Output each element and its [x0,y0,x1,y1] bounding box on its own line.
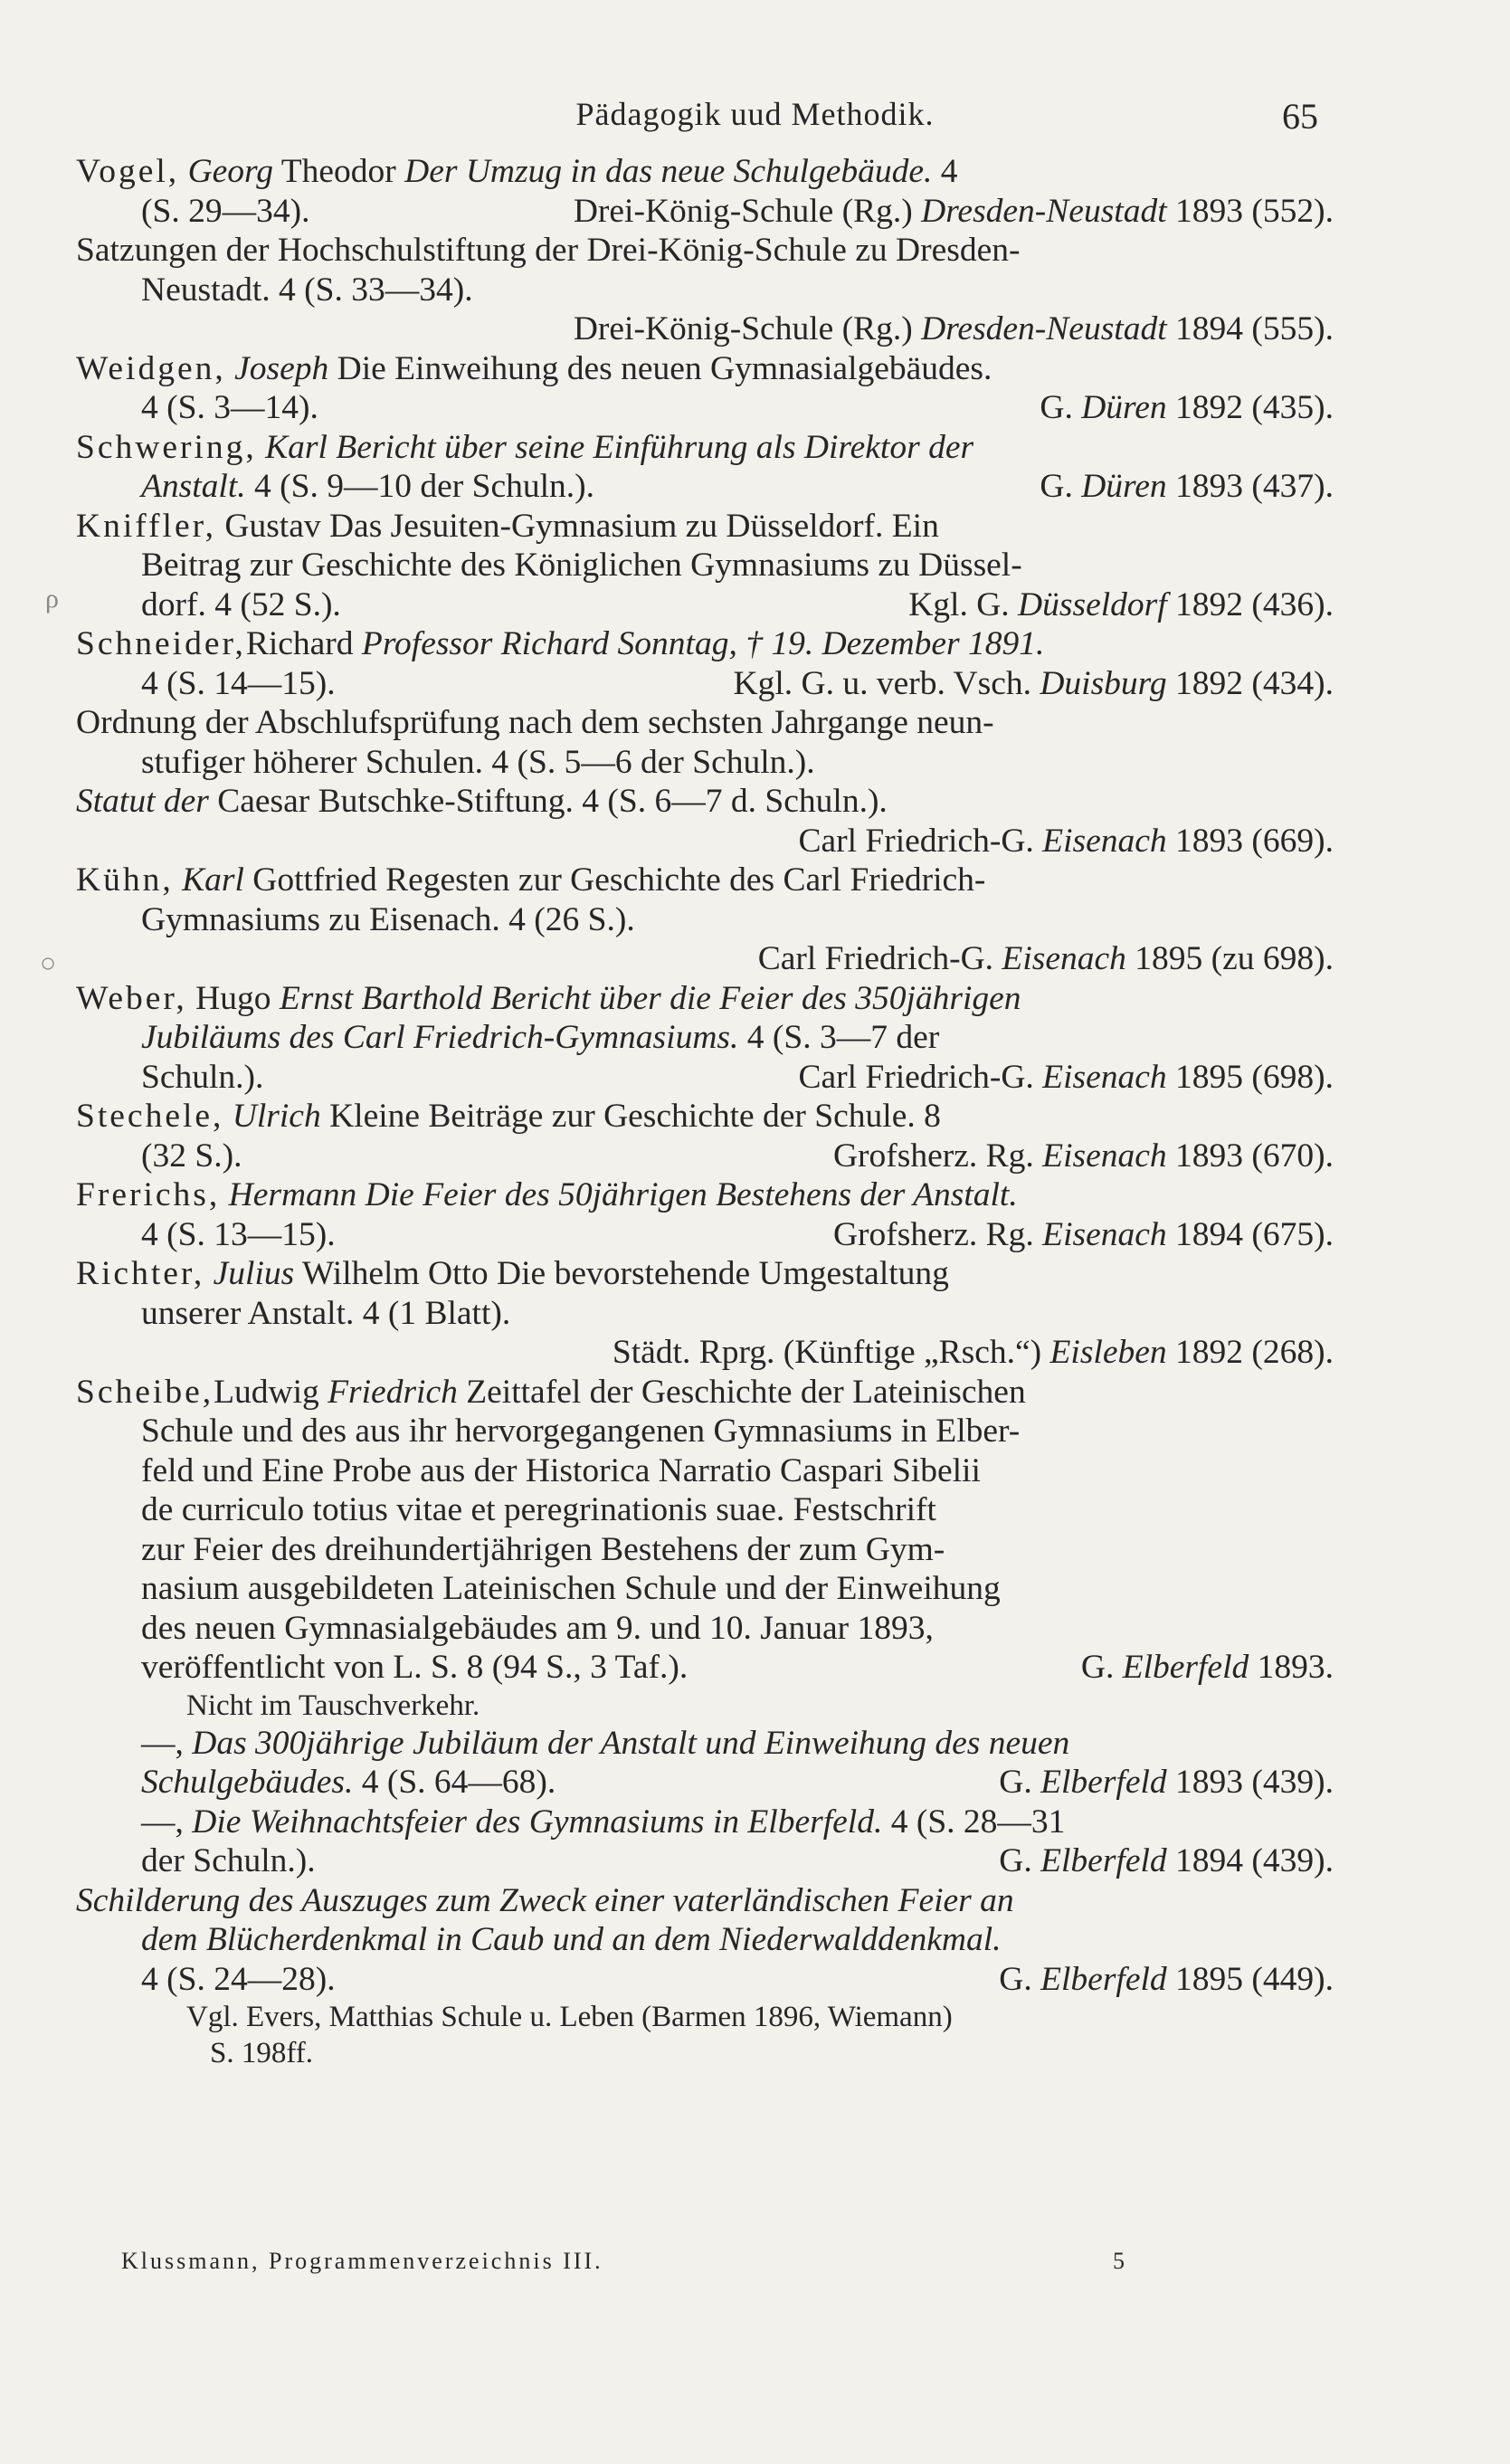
entry-line [76,1215,1334,1255]
ditto-dash: —, [141,1724,184,1762]
author-name: Weidgen, [76,349,226,387]
entry-line [76,309,1334,349]
entry-jubilaeum [76,1724,1334,1803]
entry-place: Elberfeld [1040,1842,1167,1879]
entry-pages: 4 (S. 3—14). [141,389,318,426]
entry-scheibe [76,1373,1334,1724]
entry-schilderung [76,1881,1334,2072]
author-name: Schneider, [76,625,246,662]
entry-year: 1895 (449). [1175,1960,1334,1998]
entry-line [76,1058,1334,1098]
entry-title: Regesten zur Geschichte des Carl Friedrich- [385,861,986,899]
entry-line [76,585,1334,625]
entry-line [76,467,1334,507]
entry-source: Grofsherz. Rg. Eisenach 1894 (675). [832,1215,1334,1253]
author-name: Kniffler, [76,507,216,545]
entry-year: 1893 (669). [1175,822,1334,860]
page-footer [0,2248,1510,2284]
entry-place: Eisenach [1002,940,1126,977]
author-given-name: Karl [182,861,244,899]
entry-line: Neustadt. 4 (S. 33—34). [141,271,473,309]
entry-place: Elberfeld [1122,1649,1249,1686]
entry-line [76,152,1334,192]
entry-format: 4 [940,153,958,190]
author-name: Richter, [76,1255,205,1292]
entry-year: 1892 (435). [1175,389,1334,426]
entry-place: Eisleben [1049,1334,1167,1371]
entry-year: 1894 (675). [1175,1215,1334,1253]
entry-title: Die Weihnachtsfeier des Gymnasiums in Elberfeld. [192,1803,883,1841]
entry-line [76,1018,1334,1058]
entry-ordnung [76,703,1334,782]
entry-satzungen [76,231,1334,349]
entry-pages: 4 (S. 9—10 der Schuln.). [254,468,595,505]
entry-title: Statut der [76,783,209,820]
entry-source: Städt. Rprg. (Künftige „Rsch.“) Eisleben 1892 (268). [612,1334,1334,1371]
author-given-name-2: Friedrich [328,1373,458,1411]
author-name: Kühn, [76,861,174,899]
entry-source: Grofsherz. Rg. Eisenach 1893 (670). [832,1137,1334,1175]
entry-line [76,1920,1334,1960]
margin-mark: ρ [45,584,59,614]
entry-frerichs [76,1175,1334,1254]
entry-place: Dresden-Neustadt [921,192,1167,230]
entry-year: 1892 (436). [1175,585,1334,623]
entry-source: Drei-König-Schule (Rg.) Dresden-Neustadt 1894 (555). [573,310,1334,347]
page-header [0,95,1510,140]
entry-source: Carl Friedrich-G. Eisenach 1893 (669). [798,822,1334,860]
entry-pages: 4 (S. 13—15). [141,1215,336,1253]
entry-line [76,822,1334,861]
entry-line [76,1175,1334,1215]
footer-source: Klussmann, Programmenverzeichnis III. [121,2248,603,2274]
entry-line [76,1254,1334,1294]
entry-title: Anstalt. [141,468,246,505]
author-name: Stechele, [76,1098,224,1135]
entry-title: Der Umzug in das neue Schulgebäude. [404,153,933,190]
entry-place: Düren [1081,468,1167,505]
author-given-name-2: Wilhelm [301,1255,420,1292]
author-name: Vogel, [76,153,180,190]
entry-line: Gymnasiums zu Eisenach. 4 (26 S.). [141,900,635,938]
entry-line [76,1137,1334,1176]
entry-pages: Schuln.). [141,1058,264,1096]
entry-title: Die Feier des 50jährigen Bestehens der Anstalt. [365,1176,1018,1213]
entry-vogel [76,152,1334,231]
author-given-name: Joseph [234,349,329,387]
entry-line: de curriculo totius vitae et peregrinationis suae. Festschrift [141,1491,936,1528]
author-rest: Theodor [280,153,396,190]
author-given-name: Hermann [228,1176,357,1213]
entry-place: Duisburg [1040,664,1167,702]
entry-line: Satzungen der Hochschulstiftung der Drei-König-Schule zu Dresden- [76,232,1021,269]
entry-year: 1895 (698). [1175,1058,1334,1096]
footer-signature: 5 [1113,2248,1127,2274]
entry-source: G. Düren 1893 (437). [1040,468,1334,505]
entry-source: Kgl. G. Düsseldorf 1892 (436). [908,585,1334,623]
entry-line [76,1841,1334,1881]
entry-year: 1893 (670). [1175,1137,1334,1175]
author-name: Frerichs, [76,1176,221,1213]
entry-kuehn [76,861,1334,979]
entry-place: Düsseldorf [1018,585,1167,623]
entry-title: Kleine Beiträge zur Geschichte der Schule. 8 [329,1098,941,1135]
entry-year: 1894 (439). [1175,1842,1334,1879]
entry-place: Düren [1081,389,1167,426]
entry-place: Dresden-Neustadt [921,310,1167,347]
entry-line [76,979,1334,1019]
entry-title: Die Einweihung des neuen Gymnasialgebäudes. [337,349,992,387]
entry-line: feld und Eine Probe aus der Historica Narratio Caspari Sibelii [141,1451,981,1489]
entry-richter [76,1254,1334,1373]
entry-line [76,782,1334,822]
entry-year: 1895 (zu 698). [1135,940,1334,977]
author-given-name: Ulrich [232,1098,321,1135]
entry-line: des neuen Gymnasialgebäudes am 9. und 10. Januar 1893, [141,1609,934,1647]
entry-title: Schulgebäudes. [141,1764,354,1801]
entry-pages: dorf. 4 (52 S.). [141,585,341,623]
entry-source: Carl Friedrich-G. Eisenach 1895 (698). [798,1058,1334,1096]
entry-weber [76,979,1334,1098]
entry-line [76,1097,1334,1137]
entry-line [76,388,1334,428]
entry-kniffler [76,507,1334,625]
entry-note: Nicht im Tauschverkehr. [186,1689,480,1722]
running-title: Pädagogik uud Methodik. [575,96,935,132]
entry-line: zur Feier des dreihundertjährigen Bestehens der zum Gym- [141,1530,945,1568]
note-given-name: Matthias [328,2001,434,2033]
entry-title: Ernst Barthold Bericht über die Feier des 350jährigen [279,979,1021,1017]
entry-pages: 4 (S. 24—28). [141,1960,336,1998]
entry-title: Jubiläums des Carl Friedrich-Gymnasiums. [141,1019,739,1056]
entry-title: Das 300jährige Jubiläum der Anstalt und Einweihung des neuen [192,1724,1070,1762]
author-given-name-2: Gottfried [252,861,377,899]
entry-year: 1892 (268). [1175,1334,1334,1371]
author-name: Schwering, [76,428,257,466]
author-given-name: Julius [213,1255,295,1292]
entry-line [76,1648,1334,1688]
entry-source: Kgl. G. u. verb. Vsch. Duisburg 1892 (434). [733,664,1334,702]
entry-line [76,349,1334,389]
entry-weidgen [76,349,1334,428]
entry-place: Eisenach [1042,822,1167,860]
entry-line [76,1333,1334,1373]
entry-source: G. Düren 1892 (435). [1040,389,1334,426]
author-name: Scheibe, [76,1373,214,1411]
ditto-dash: —, [141,1803,184,1841]
entry-pages: 4 (S. 14—15). [141,664,336,702]
entry-pages: 4 (S. 3—7 der [746,1019,940,1056]
author-given-name: Ludwig [214,1373,319,1411]
margin-mark: ○ [40,948,57,978]
entry-title: Gustav Das Jesuiten-Gymnasium zu Düsseldorf. Ein [224,507,939,545]
entry-line [76,664,1334,704]
entry-title: dem Blücherdenkmal in Caub und an dem Niederwalddenkmal. [141,1921,1002,1958]
entry-year: 1893 (552). [1175,192,1334,230]
entry-stechele [76,1097,1334,1175]
entry-line: nasium ausgebildeten Lateinischen Schule und der Einweihung [141,1570,1001,1607]
entry-source: G. Elberfeld 1894 (439). [999,1842,1334,1879]
entry-year: 1892 (434). [1175,664,1334,702]
entry-source: G. Elberfeld 1893. [1080,1649,1334,1686]
entry-pages: 4 (S. 64—68). [361,1764,556,1801]
entry-weihnachtsfeier [76,1803,1334,1881]
entry-year: 1894 (555). [1175,310,1334,347]
entry-note: S. 198ff. [210,2037,313,2069]
entry-line: Schule und des aus ihr hervorgegangenen Gymnasiums in Elber- [141,1413,1021,1450]
entry-title: Zeittafel der Geschichte der Lateinischen [466,1373,1026,1411]
author-given-name: Karl [265,428,328,466]
entry-title-rest: Caesar Butschke-Stiftung. 4 (S. 6—7 d. Schuln.). [217,783,888,820]
entry-year: 1893 (437). [1175,468,1334,505]
entry-line [76,624,1334,664]
entry-title: Bericht über seine Einführung als Direktor der [336,428,974,466]
entry-line [76,939,1334,979]
entry-source: Drei-König-Schule (Rg.) Dresden-Neustadt 1893 (552). [573,192,1334,230]
bibliography-list [76,152,1334,2071]
entry-source: Carl Friedrich-G. Eisenach 1895 (zu 698). [757,940,1334,977]
entry-source: G. Elberfeld 1893 (439). [999,1764,1334,1801]
entry-line [76,1803,1334,1842]
entry-place: Elberfeld [1040,1960,1167,1998]
entry-statut [76,782,1334,861]
entry-pages: (32 S.). [141,1137,242,1175]
entry-place: Eisenach [1042,1215,1167,1253]
entry-line [76,1763,1334,1803]
entry-schwering [76,428,1334,507]
entry-line [76,861,1334,900]
entry-title: Professor Richard Sonntag, † 19. Dezember 1891. [361,625,1045,662]
entry-line: unserer Anstalt. 4 (1 Blatt). [141,1294,511,1332]
entry-line: stufiger höherer Schulen. 4 (S. 5—6 der Schuln.). [141,743,815,781]
author-name: Weber, [76,979,187,1017]
entry-pages: 4 (S. 28—31 [890,1803,1066,1841]
entry-note: Vgl. Evers, Matthias Schule u. Leben (Barmen 1896, Wiemann) [186,2001,953,2033]
entry-line [76,1724,1334,1764]
entry-pages: veröffentlicht von L. S. 8 (94 S., 3 Taf.). [141,1649,689,1686]
entry-schneider [76,624,1334,703]
entry-line [76,428,1334,468]
entry-year: 1893. [1257,1649,1334,1686]
entry-line: Ordnung der Abschlufsprüfung nach dem sechsten Jahrgange neun- [76,704,994,741]
entry-place: Eisenach [1042,1137,1167,1175]
page-number: 65 [1282,96,1318,137]
entry-line [76,1881,1334,1921]
entry-place: Eisenach [1042,1058,1167,1096]
entry-line [76,507,1334,547]
entry-source: G. Elberfeld 1895 (449). [999,1960,1334,1998]
entry-pages: (S. 29—34). [141,192,310,230]
entry-title: Otto Die bevorstehende Umgestaltung [428,1255,949,1292]
entry-line [76,1960,1334,2000]
entry-place: Elberfeld [1040,1764,1167,1801]
entry-line: Beitrag zur Geschichte des Königlichen Gymnasiums zu Düssel- [141,547,1022,584]
entry-line [76,192,1334,232]
author-given-name: Richard [245,625,354,662]
entry-pages: der Schuln.). [141,1842,316,1879]
author-given-name: Georg [187,153,273,190]
entry-line [76,1373,1334,1413]
author-given-name: Hugo [195,979,271,1017]
entry-title: Schilderung des Auszuges zum Zweck einer vaterländischen Feier an [76,1881,1014,1919]
entry-year: 1893 (439). [1175,1764,1334,1801]
